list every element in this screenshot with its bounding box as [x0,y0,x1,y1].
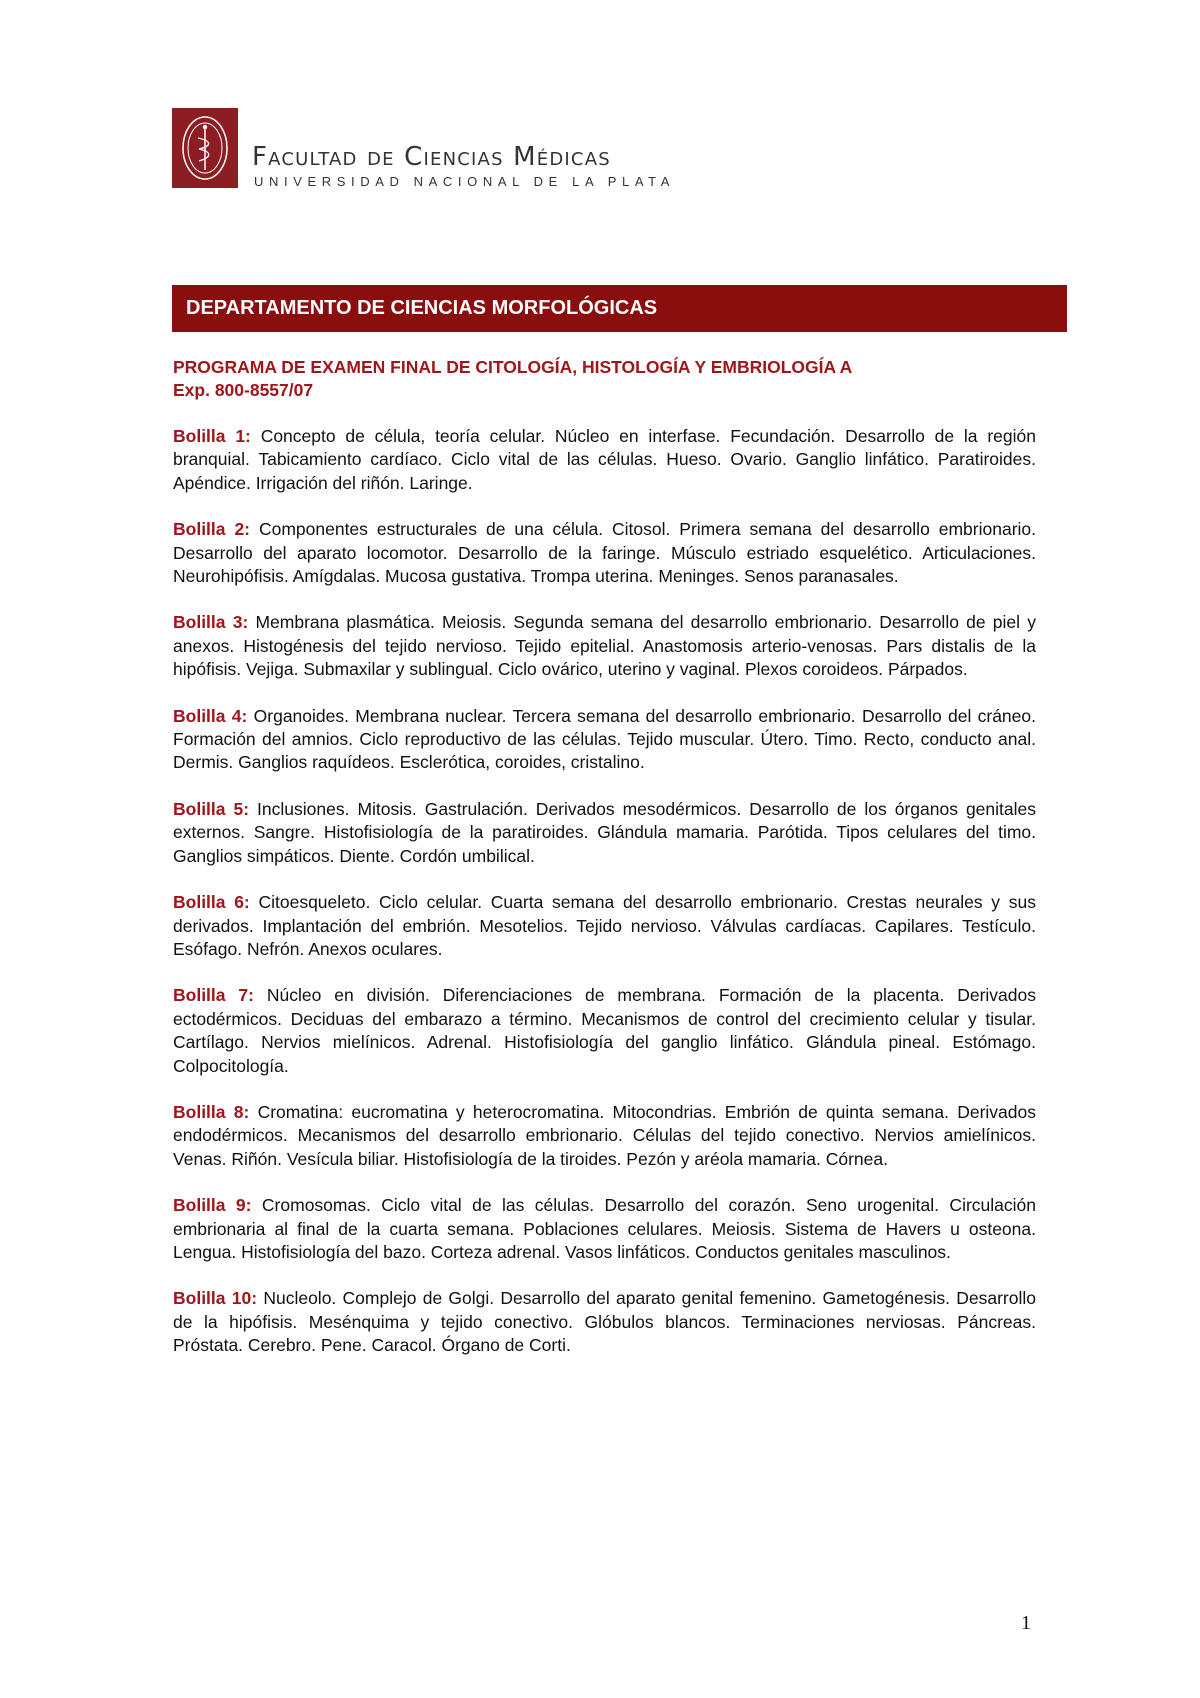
bolilla-text: Membrana plasmática. Meiosis. Segunda semana del desarrollo embrionario. Desarrollo de piel y anexos. Histogénesis del tejido nervioso. Tejido epitelial. Anastomosis arterio-venosas. Pars distalis de la hipófisis. Vejiga. Submaxilar y sublingual. Ciclo ovárico, uterino y vaginal. Plexos coroideos. Párpados. [173,612,1036,680]
bolilla-label: Bolilla 2: [173,519,251,540]
bolilla-item [173,425,1036,495]
program-title-block [173,356,1067,402]
department-title-bar: DEPARTAMENTO DE CIENCIAS MORFOLÓGICAS [172,285,1067,332]
faculty-logo-icon [172,108,238,188]
bolilla-label: Bolilla 3: [173,612,249,633]
bolilla-item [173,611,1036,681]
bolilla-label: Bolilla 4: [173,705,248,726]
bolilla-text: Organoides. Membrana nuclear. Tercera semana del desarrollo embrionario. Desarrollo del cráneo. Formación del amnios. Ciclo reproductivo de las células. Tejido muscular. Útero. Timo. Recto, conducto anal. Dermis. Ganglios raquídeos. Esclerótica, coroides, cristalino. [173,705,1036,773]
bolilla-text: Concepto de célula, teoría celular. Núcleo en interfase. Fecundación. Desarrollo de la región branquial. Tabicamiento cardíaco. Ciclo vital de las células. Hueso. Ovario. Ganglio linfático. Paratiroides. Apéndice. Irrigación del riñón. Laringe. [173,426,1036,493]
faculty-title: Facultad de Ciencias Médicas [252,142,611,172]
bolilla-label: Bolilla 5: [173,798,250,819]
bolilla-text: Citoesqueleto. Ciclo celular. Cuarta semana del desarrollo embrionario. Crestas neurales y sus derivados. Implantación del embrión. Mesotelios. Tejido nervioso. Válvulas cardíacas. Capilares. Testículo. Esófago. Nefrón. Anexos oculares. [173,892,1036,959]
bolilla-label: Bolilla 9: [173,1195,252,1216]
bolilla-item [173,705,1036,775]
bolilla-item [173,1287,1036,1357]
bolilla-label: Bolilla 6: [173,892,250,913]
bolilla-label: Bolilla 8: [173,1101,250,1122]
bolillas-list [173,425,1036,1381]
bolilla-item [173,1194,1036,1264]
bolilla-item [173,984,1036,1078]
page-number: 1 [1021,1612,1031,1634]
bolilla-text: Núcleo en división. Diferenciaciones de membrana. Formación de la placenta. Derivados ectodérmicos. Deciduas del embarazo a término. Mecanismos de control del crecimiento celular y tisular. Cartílago. Nervios mielínicos. Adrenal. Histofisiología del ganglio linfático. Glándula pineal. Estómago. Colpocitología. [173,985,1036,1076]
bolilla-text: Cromatina: eucromatina y heterocromatina. Mitocondrias. Embrión de quinta semana. Derivados endodérmicos. Mecanismos del desarrollo embrionario. Células del tejido conectivo. Nervios amielínicos. Venas. Riñón. Vesícula biliar. Histofisiología de la tiroides. Pezón y aréola mamaria. Córnea. [173,1101,1036,1169]
bolilla-label: Bolilla 1: [173,426,251,446]
program-title: PROGRAMA DE EXAMEN FINAL DE CITOLOGÍA, HISTOLOGÍA Y EMBRIOLOGÍA A [173,357,853,377]
bolilla-text: Nucleolo. Complejo de Golgi. Desarrollo del aparato genital femenino. Gametogénesis. Desarrollo de la hipófisis. Mesénquima y tejido conectivo. Glóbulos blancos. Terminaciones nerviosas. Páncreas. Próstata. Cerebro. Pene. Caracol. Órgano de Corti. [173,1288,1036,1356]
bolilla-item [173,1101,1036,1171]
page-header [172,108,872,188]
bolilla-item [173,518,1036,588]
bolilla-item [173,891,1036,961]
bolilla-text: Componentes estructurales de una célula. Citosol. Primera semana del desarrollo embrionario. Desarrollo del aparato locomotor. Desarrollo de la faringe. Músculo estriado esquelético. Articulaciones. Neurohipófisis. Amígdalas. Mucosa gustativa. Trompa uterina. Meninges. Senos paranasales. [173,519,1036,587]
bolilla-label: Bolilla 10: [173,1288,258,1309]
program-expediente: Exp. 800-8557/07 [173,380,314,400]
bolilla-item [173,798,1036,868]
university-subtitle: UNIVERSIDAD NACIONAL DE LA PLATA [254,174,675,189]
bolilla-text: Inclusiones. Mitosis. Gastrulación. Derivados mesodérmicos. Desarrollo de los órganos genitales externos. Sangre. Histofisiología de la paratiroides. Glándula mamaria. Parótida. Tipos celulares del timo. Ganglios simpáticos. Diente. Cordón umbilical. [173,798,1036,866]
bolilla-label: Bolilla 7: [173,985,254,1006]
bolilla-text: Cromosomas. Ciclo vital de las células. Desarrollo del corazón. Seno urogenital. Circulación embrionaria al final de la cuarta semana. Poblaciones celulares. Meiosis. Sistema de Havers u osteona. Lengua. Histofisiología del bazo. Corteza adrenal. Vasos linfáticos. Conductos genitales masculinos. [173,1195,1036,1262]
